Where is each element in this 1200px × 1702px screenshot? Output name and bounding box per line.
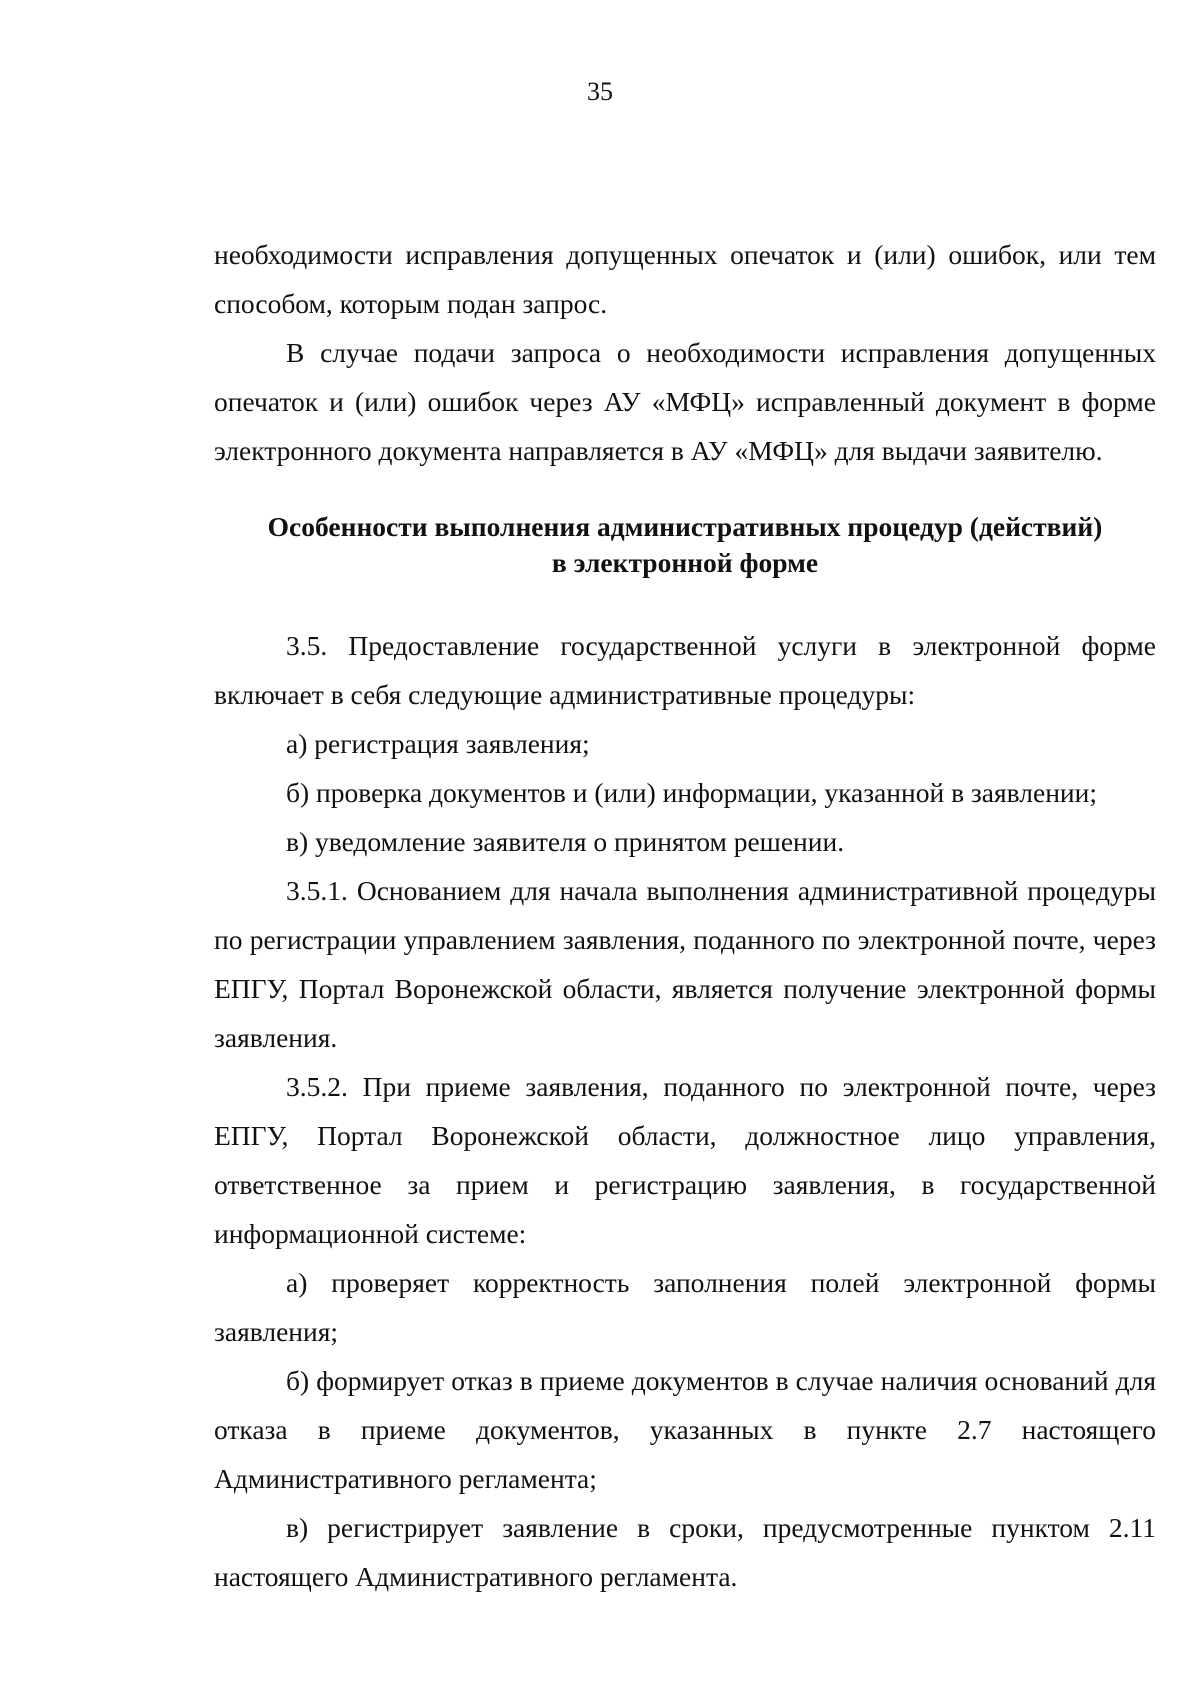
section-heading (214, 509, 1156, 581)
paragraph-3-5-1: 3.5.1. Основанием для начала выполнения административной процедуры по регистрации управлением заявления, поданного по электронной почте, через ЕПГУ, Портал Воронежской области, является получение электронной формы заявления. (214, 875, 1156, 1053)
paragraph-mfc-correction: В случае подачи запроса о необходимости исправления допущенных опечаток и (или) ошибок через АУ «МФЦ» исправленный документ в форме электронного документа направляется в АУ «МФЦ» для выдачи заявителю. (214, 337, 1156, 466)
section-heading-line-2: в электронной форме (551, 547, 819, 578)
paragraph-continuation: необходимости исправления допущенных опечаток и (или) ошибок, или тем способом, которым подан запрос. (214, 239, 1156, 319)
list-item-v-register: в) регистрирует заявление в сроки, предусмотренные пунктом 2.11 настоящего Административного регламента. (214, 1512, 1156, 1592)
list-item-b-refusal: б) формирует отказ в приеме документов в случае наличия оснований для отказа в приеме документов, указанных в пункте 2.7 настоящего Административного регламента; (214, 1365, 1156, 1494)
document-body (214, 230, 1156, 1601)
list-item-a-registration: а) регистрация заявления; (286, 728, 590, 759)
list-item-a-check-fields: а) проверяет корректность заполнения полей электронной формы заявления; (214, 1267, 1156, 1347)
paragraph-3-5-2: 3.5.2. При приеме заявления, поданного по электронной почте, через ЕПГУ, Портал Воронежской области, должностное лицо управления, ответственное за прием и регистрацию заявления, в государственной информационной системе: (214, 1071, 1156, 1249)
section-heading-line-1: Особенности выполнения административных процедур (действий) (267, 511, 1103, 542)
list-item-b-verification: б) проверка документов и (или) информации, указанной в заявлении; (286, 777, 1097, 808)
list-item-v-notification: в) уведомление заявителя о принятом решении. (286, 826, 845, 857)
paragraph-3-5: 3.5. Предоставление государственной услуги в электронной форме включает в себя следующие административные процедуры: (214, 630, 1156, 710)
page-number: 35 (587, 77, 613, 106)
